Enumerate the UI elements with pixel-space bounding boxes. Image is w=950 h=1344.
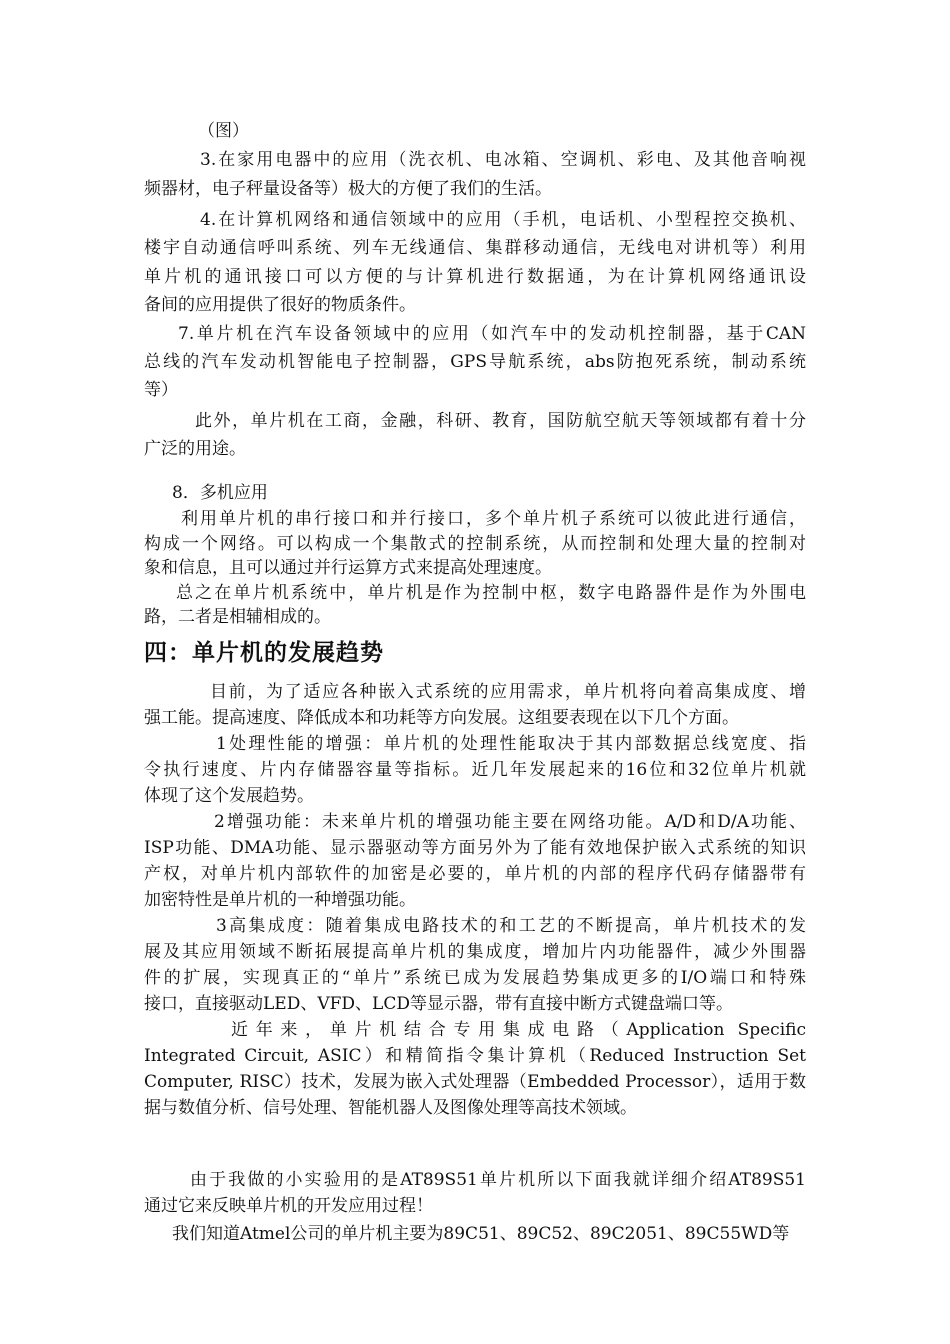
text-line: 近年来，单片机结合专用集成电路（Application Specific <box>231 1020 806 1040</box>
text-line: 2增强功能：未来单片机的增强功能主要在网络功能。A/D和D/A功能、 <box>214 812 806 832</box>
text-line: 此外，单片机在工商，金融，科研、教育，国防航空航天等领域都有着十分 <box>195 411 806 431</box>
figure-reference: （图） <box>198 121 249 141</box>
text-line: 我们知道Atmel公司的单片机主要为89C51、89C52、89C2051、89C55WD等 <box>172 1224 790 1244</box>
text-line: 频器材，电子秤量设备等）极大的方便了我们的生活。 <box>144 179 552 199</box>
text-line: 楼宇自动通信呼叫系统、列车无线通信、集群移动通信，无线电对讲机等）利用 <box>144 238 806 258</box>
text-line: 1处理性能的增强：单片机的处理性能取决于其内部数据总线宽度、指 <box>216 734 806 754</box>
text-line: 强工能。提高速度、降低成本和功耗等方向发展。这组要表现在以下几个方面。 <box>144 708 739 728</box>
text-line: 加密特性是单片机的一种增强功能。 <box>144 890 416 910</box>
text-line: 路，二者是相辅相成的。 <box>144 607 331 627</box>
text-line: 通过它来反映单片机的开发应用过程！ <box>144 1196 433 1216</box>
section-heading: 四：单片机的发展趋势 <box>144 640 384 666</box>
text-line: 备间的应用提供了很好的物质条件。 <box>144 295 416 315</box>
text-line: 4.在计算机网络和通信领域中的应用（手机，电话机、小型程控交换机、 <box>200 210 806 230</box>
text-line: Integrated Circuit, ASIC）和精简指令集计算机（Reduced Instruction Set <box>144 1046 806 1066</box>
text-line: 产权，对单片机内部软件的加密是必要的，单片机的内部的程序代码存储器带有 <box>144 864 806 884</box>
text-line: Computer, RISC）技术，发展为嵌入式处理器（Embedded Processor），适用于数 <box>144 1072 806 1092</box>
text-line: ISP功能、DMA功能、显示器驱动等方面另外为了能有效地保护嵌入式系统的知识 <box>144 838 806 858</box>
text-line: 总线的汽车发动机智能电子控制器，GPS导航系统，abs防抱死系统，制动系统 <box>144 352 806 372</box>
text-line: 象和信息，且可以通过并行运算方式来提高处理速度。 <box>144 558 552 578</box>
text-line: 据与数值分析、信号处理、智能机器人及图像处理等高技术领域。 <box>144 1098 637 1118</box>
text-line: 由于我做的小实验用的是AT89S51单片机所以下面我就详细介绍AT89S51 <box>190 1170 806 1190</box>
text-line: 展及其应用领域不断拓展提高单片机的集成度，增加片内功能器件，减少外围器 <box>144 942 806 962</box>
subheading-multi-machine: 8．多机应用 <box>172 483 268 503</box>
text-line: 构成一个网络。可以构成一个集散式的控制系统，从而控制和处理大量的控制对 <box>144 534 806 554</box>
text-line: 总之在单片机系统中，单片机是作为控制中枢，数字电路器件是作为外围电 <box>176 583 806 603</box>
text-line: 利用单片机的串行接口和并行接口，多个单片机子系统可以彼此进行通信， <box>181 509 806 529</box>
text-line: 体现了这个发展趋势。 <box>144 786 314 806</box>
text-line: 令执行速度、片内存储器容量等指标。近几年发展起来的16位和32位单片机就 <box>144 760 806 780</box>
text-line: 目前，为了适应各种嵌入式系统的应用需求，单片机将向着高集成度、增 <box>210 682 806 702</box>
text-line: 接口，直接驱动LED、VFD、LCD等显示器，带有直接中断方式键盘端口等。 <box>144 994 733 1014</box>
text-line: 3.在家用电器中的应用（洗衣机、电冰箱、空调机、彩电、及其他音响视 <box>200 150 806 170</box>
text-line: 广泛的用途。 <box>144 439 246 459</box>
text-line: 件的扩展，实现真正的“单片”系统已成为发展趋势集成更多的I/O端口和特殊 <box>144 968 806 988</box>
text-line: 3高集成度：随着集成电路技术的和工艺的不断提高，单片机技术的发 <box>216 916 806 936</box>
text-line: 单片机的通讯接口可以方便的与计算机进行数据通，为在计算机网络通讯设 <box>144 267 806 287</box>
text-line: 7.单片机在汽车设备领域中的应用（如汽车中的发动机控制器，基于CAN <box>178 324 806 344</box>
text-line: 等） <box>144 380 178 400</box>
